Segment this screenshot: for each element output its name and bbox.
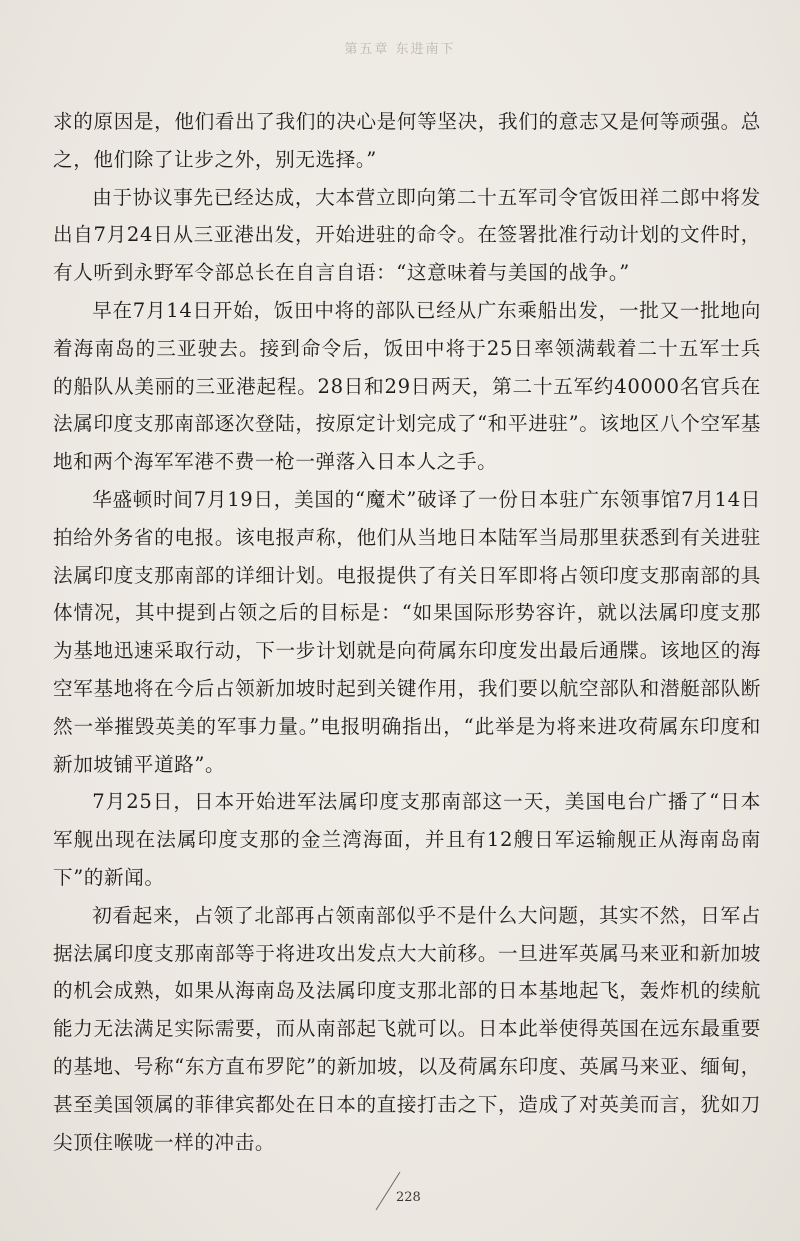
paragraph-continued: 求的原因是，他们看出了我们的决心是何等坚决，我们的意志又是何等顽强。总之，他们除了让步之外，别无选择。” (53, 110, 761, 171)
page-number-ornament (370, 1168, 430, 1216)
paragraph: 早在7月14日开始，饭田中将的部队已经从广东乘船出发，一批又一批地向着海南岛的三亚驶去。接到命令后，饭田中将于25日率领满载着二十五军士兵的船队从美丽的三亚港起程。28日和29日两天，第二十五军约40000名官兵在法属印度支那南部逐次登陆，按原定计划完成了“和平进驻”。该地区八个空军基地和两个海军军港不费一枪一弹落入日本人之手。 (53, 298, 761, 474)
paragraph: 华盛顿时间7月19日，美国的“魔术”破译了一份日本驻广东领事馆7月14日拍给外务省的电报。该电报声称，他们从当地日本陆军当局那里获悉到有关进驻法属印度支那南部的详细计划。电报提供了有关日军即将占领印度支那南部的具体情况，其中提到占领之后的目标是：“如果国际形势容许，就以法属印度支那为基地迅速采取行动，下一步计划就是向荷属东印度发出最后通牒。该地区的海空军基地将在今后占领新加坡时起到关键作用，我们要以航空部队和潜艇部队断然一举摧毁英美的军事力量。”电报明确指出，“此举是为将来进攻荷属东印度和新加坡铺平道路”。 (53, 487, 761, 776)
paragraph: 初看起来，占领了北部再占领南部似乎不是什么大问题，其实不然，日军占据法属印度支那南部等于将进攻出发点大大前移。一旦进军英属马来亚和新加坡的机会成熟，如果从海南岛及法属印度支那北部的日本基地起飞，轰炸机的续航能力无法满足实际需要，而从南部起飞就可以。日本此举使得英国在远东最重要的基地、号称“东方直布罗陀”的新加坡，以及荷属东印度、英属马来亚、缅甸，甚至美国领属的菲律宾都处在日本的直接打击之下，造成了对英美而言，犹如刀尖顶住喉咙一样的冲击。 (53, 903, 761, 1154)
paragraph: 由于协议事先已经达成，大本营立即向第二十五军司令官饭田祥二郎中将发出自7月24日从三亚港出发，开始进驻的命令。在签署批准行动计划的文件时，有人听到永野军令部总长在自言自语：“这意味着与美国的战争。” (53, 185, 761, 285)
running-head: 第五章 东进南下 (344, 42, 456, 57)
page-number: 228 (396, 1190, 421, 1205)
paragraph: 7月25日，日本开始进军法属印度支那南部这一天，美国电台广播了“日本军舰出现在法属印度支那的金兰湾海面，并且有12艘日军运输舰正从海南岛南下”的新闻。 (53, 790, 761, 889)
body-text (53, 103, 761, 1161)
